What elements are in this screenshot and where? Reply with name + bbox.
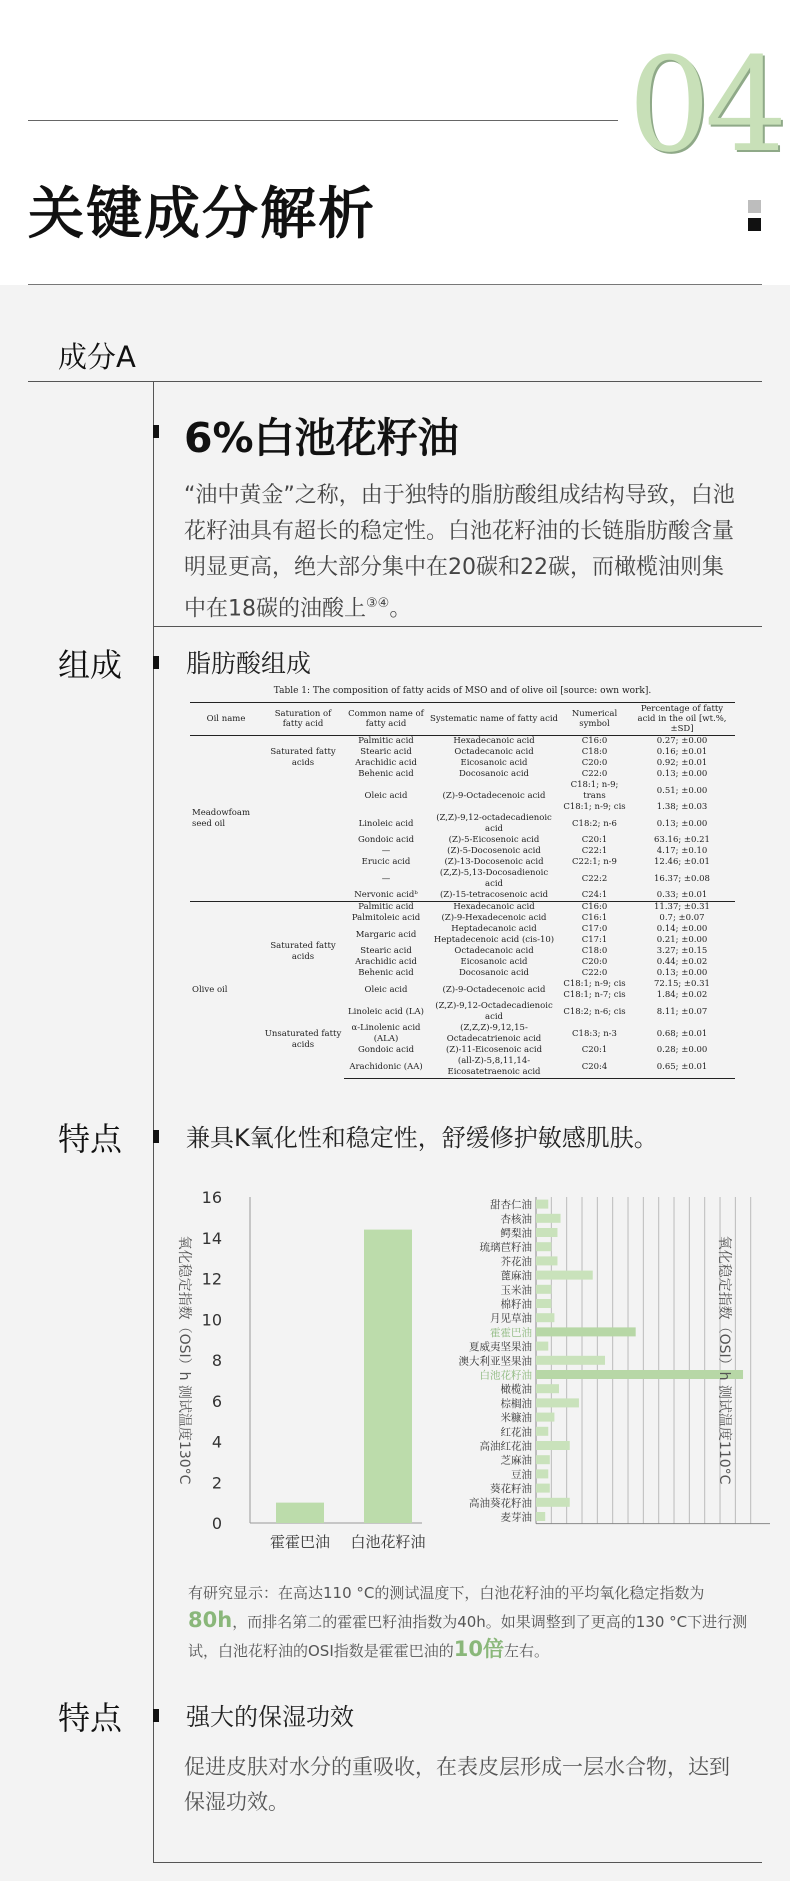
percentage-cell: 8.11; ±0.07 [656, 1006, 708, 1017]
numerical-symbol-cell: C18:1; n-9; trans [570, 780, 619, 801]
page-title: 关键成分解析 [28, 182, 376, 247]
table-header-cell: Percentage of fatty acid in the oil [wt.%, ±SD] [629, 703, 735, 736]
percentage-cell: 11.37; ±0.31 [629, 902, 735, 914]
category-label: 芝麻油 [500, 1454, 532, 1467]
composition-heading: 脂肪酸组成 [186, 649, 312, 678]
table-row [190, 902, 735, 914]
bar [536, 1342, 548, 1351]
bar [536, 1484, 550, 1493]
y-tick-label: 6 [211, 1391, 222, 1411]
category-label: 橄榄油 [500, 1383, 532, 1396]
numerical-symbol-cell: C24:1 [581, 890, 608, 900]
common-name-cell: Stearic acid [360, 946, 412, 956]
table-header-cell: Common name of fatty acid [344, 703, 428, 736]
percentage-cell: 1.38; ±0.03 [656, 802, 708, 812]
category-label: 鳄梨油 [500, 1227, 532, 1240]
header-bottom-rule [28, 284, 762, 285]
y-tick-label: 14 [201, 1228, 222, 1248]
bar [536, 1313, 554, 1322]
numerical-symbol-cell: C18:2; n-6; cis [563, 1006, 626, 1017]
bar [276, 1503, 324, 1523]
bar [536, 1370, 743, 1379]
common-name-cell: Palmitic acid [358, 736, 414, 746]
common-name-cell: Linoleic acid (LA) [348, 1006, 424, 1017]
percentage-cell: 0.7; ±0.07 [659, 913, 705, 923]
bar [536, 1214, 561, 1223]
common-name-cell: Nervonic acidᵇ [354, 890, 418, 900]
saturation-cell: Unsaturated fatty acids [264, 1028, 342, 1050]
systematic-name-cell: (Z)-5-Eicosenoic acid [448, 835, 540, 845]
bar [364, 1230, 412, 1523]
percentage-cell: 0.44; ±0.02 [656, 957, 708, 967]
systematic-name-cell: (Z)-5-Docosenoic acid [447, 846, 541, 856]
numerical-symbol-cell: C18:0 [581, 747, 608, 757]
osi-charts [160, 1180, 770, 1560]
note-text: 左右。 [504, 1642, 550, 1660]
feature2-text: 促进皮肤对水分的重吸收，在表皮层形成一层水合物，达到保湿功效。 [184, 1755, 730, 1814]
research-note [188, 1580, 748, 1665]
percentage-cell: 0.92; ±0.01 [656, 758, 708, 768]
bar [536, 1384, 559, 1393]
common-name-cell: Stearic acid [360, 747, 412, 757]
bar [536, 1228, 557, 1237]
bar [536, 1441, 570, 1450]
numerical-symbol-cell: C20:0 [581, 758, 608, 768]
numerical-symbol-cell: C17:1 [581, 935, 608, 945]
category-label: 棉籽油 [500, 1298, 532, 1311]
bar [536, 1455, 550, 1464]
common-name-cell: — [381, 846, 391, 856]
systematic-name-cell: Docosanoic acid [458, 968, 529, 978]
common-name-cell: Erucic acid [361, 857, 411, 867]
bar [536, 1498, 570, 1507]
numerical-symbol-cell: C22:1; n-9 [572, 857, 617, 867]
systematic-name-cell: Heptadecanoic acid [451, 924, 537, 934]
feature-heading: 兼具K氧化性和稳定性，舒缓修护敏感肌肤。 [186, 1124, 658, 1152]
intro-rule [153, 626, 762, 627]
percentage-cell: 0.13; ±0.00 [656, 968, 708, 978]
systematic-name-cell: Heptadecenoic acid (cis-10) [433, 935, 555, 945]
common-name-cell: α-Linolenic acid (ALA) [351, 1023, 421, 1044]
y-tick-label: 16 [201, 1188, 222, 1207]
percentage-cell: 1.84; ±0.02 [656, 990, 708, 1000]
common-name-cell: Margaric acid [355, 929, 417, 940]
numerical-symbol-cell: C20:1 [581, 835, 608, 845]
intro-text: “油中黄金”之称，由于独特的脂肪酸组成结构导致，白池花籽油具有超长的稳定性。白池花籽油的长链脂肪酸含量明显更高，绝大部分集中在20碳和22碳，而橄榄油则集中在18碳的油酸上 [184, 483, 735, 622]
category-label: 豆油 [511, 1468, 532, 1481]
oil-name-cell: Meadowfoam seed oil [192, 807, 251, 829]
table-header-row [190, 703, 735, 736]
systematic-name-cell: Octadecanoic acid [454, 747, 534, 757]
bar [536, 1356, 605, 1365]
systematic-name-cell: (Z)-9-Octadecenoic acid [442, 791, 546, 801]
common-name-cell: Linoleic acid [358, 818, 414, 829]
deco-square-dark [748, 218, 761, 231]
systematic-name-cell: (Z)-9-Octadecenoic acid [442, 984, 546, 995]
bar [536, 1427, 548, 1436]
numerical-symbol-cell: C18:1; n-7; cis [563, 990, 626, 1000]
percentage-cell: 72.15; ±0.31 [654, 979, 710, 989]
percentage-cell: 0.27; ±0.00 [656, 736, 708, 746]
note-highlight-80h: 80h [188, 1608, 233, 1632]
percentage-cell: 0.16; ±0.01 [656, 747, 708, 757]
deco-square-light [748, 200, 761, 213]
category-label: 夏威夷坚果油 [469, 1341, 532, 1354]
bar [536, 1512, 545, 1521]
category-label: 芥花油 [500, 1255, 532, 1268]
intro-paragraph [184, 478, 744, 627]
bullet-marker [153, 1130, 159, 1143]
systematic-name-cell: Hexadecanoic acid [428, 902, 560, 914]
note-text: 有研究显示：在高达110 °C的测试温度下，白池花籽油的平均氧化稳定指数为 [188, 1584, 705, 1602]
table-header-cell: Numerical symbol [560, 703, 629, 736]
common-name-cell: Gondoic acid [357, 1045, 415, 1055]
percentage-cell: 0.13; ±0.00 [656, 818, 708, 829]
bar [536, 1469, 548, 1478]
bullet-marker [153, 656, 159, 669]
y-tick-label: 10 [201, 1310, 222, 1330]
osi-chart-110 [459, 1197, 771, 1524]
y-tick-label: 4 [211, 1432, 222, 1452]
x-tick-label: 霍霍巴油 [269, 1533, 331, 1551]
common-name-cell: Behenic acid [358, 769, 414, 779]
numerical-symbol-cell: C16:0 [581, 736, 608, 746]
common-name-cell: Arachidonic (AA) [344, 1056, 428, 1079]
y-axis-label: 氧化稳定指数（OSI）h 测试温度130°C [176, 1235, 192, 1485]
note-highlight-10x: 10倍 [453, 1637, 504, 1661]
category-label: 红花油 [500, 1426, 532, 1439]
numerical-symbol-cell: C18:1; n-9; cis [563, 802, 626, 812]
systematic-name-cell: Hexadecanoic acid [453, 736, 535, 746]
category-label: 高油葵花籽油 [469, 1497, 532, 1510]
category-label: 玉米油 [500, 1284, 532, 1297]
numerical-symbol-cell: C18:0 [581, 946, 608, 956]
table-header-cell: Oil name [190, 703, 262, 736]
x-tick-label: 白池花籽油 [350, 1533, 426, 1551]
numerical-symbol-cell: C16:0 [560, 902, 629, 914]
common-name-cell: Palmitoleic acid [351, 913, 421, 923]
y-axis-label: 氧化稳定指数（OSI）h 测试温度110°C [716, 1235, 732, 1485]
oil-name-cell: Olive oil [190, 902, 262, 1079]
percentage-cell: 0.65; ±0.01 [629, 1056, 735, 1079]
percentage-cell: 0.21; ±0.00 [656, 935, 708, 945]
percentage-cell: 63.16; ±0.21 [654, 835, 710, 845]
common-name-cell: Arachidic acid [355, 758, 417, 768]
percentage-cell: 0.51; ±0.00 [656, 785, 708, 796]
table-header-cell: Saturation of fatty acid [262, 703, 344, 736]
osi-chart-130 [176, 1188, 426, 1551]
systematic-name-cell: Eicosanoic acid [460, 957, 528, 967]
systematic-name-cell: Eicosanoic acid [460, 758, 528, 768]
header-rule [28, 120, 618, 121]
systematic-name-cell: Docosanoic acid [458, 769, 529, 779]
ingredient-rule [28, 381, 762, 382]
ingredient-heading: 成分A [58, 340, 136, 374]
saturation-cell: Saturated fatty acids [270, 747, 336, 768]
table-caption: Table 1: The composition of fatty acids of MSO and of olive oil [source: own work]. [273, 686, 652, 696]
common-name-cell: — [381, 873, 391, 884]
bar [536, 1242, 551, 1251]
bar [536, 1256, 557, 1265]
category-label: 月见草油 [490, 1312, 532, 1325]
systematic-name-cell: (Z,Z)-5,13-Docosadienoic acid [439, 868, 549, 889]
composition-label: 组成 [58, 646, 123, 684]
common-name-cell: Oleic acid [364, 791, 408, 801]
saturation-cell [262, 780, 344, 902]
percentage-cell: 12.46; ±0.01 [654, 857, 710, 867]
systematic-name-cell: Octadecanoic acid [454, 946, 534, 956]
systematic-name-cell: (Z)-9-Hexadecenoic acid [441, 913, 547, 923]
category-label: 麦芽油 [500, 1511, 532, 1524]
category-label: 葵花籽油 [490, 1483, 532, 1496]
numerical-symbol-cell: C18:2; n-6 [572, 818, 617, 829]
numerical-symbol-cell: C22:0 [581, 968, 608, 978]
content-bottom-rule [153, 1862, 762, 1863]
numerical-symbol-cell: C18:3; n-3 [572, 1028, 617, 1039]
feature2-heading: 强大的保湿功效 [186, 1703, 354, 1731]
percentage-cell: 0.33; ±0.01 [656, 890, 708, 900]
bar [536, 1413, 554, 1422]
table-row [190, 780, 735, 802]
category-label: 霍霍巴油 [490, 1326, 532, 1339]
percentage-cell: 0.14; ±0.00 [656, 924, 708, 934]
systematic-name-cell: (Z,Z,Z)-9,12,15-Octadecatrienoic acid [446, 1023, 542, 1044]
numerical-symbol-cell: C20:4 [560, 1056, 629, 1079]
intro-refs: ③④ [366, 596, 390, 611]
bar [536, 1398, 579, 1407]
feature-label: 特点 [58, 1699, 123, 1737]
intro-end: 。 [389, 596, 412, 622]
numerical-symbol-cell: C22:2 [581, 873, 608, 884]
bar [536, 1327, 636, 1336]
fatty-acid-table [190, 702, 735, 1079]
y-tick-label: 2 [211, 1473, 222, 1493]
common-name-cell: Gondoic acid [357, 835, 415, 845]
common-name-cell: Palmitic acid [344, 902, 428, 914]
y-tick-label: 0 [211, 1514, 222, 1533]
systematic-name-cell: (all-Z)-5,8,11,14-Eicosatetraenoic acid [428, 1056, 560, 1079]
systematic-name-cell: (Z)-13-Docosenoic acid [444, 857, 544, 867]
systematic-name-cell: (Z)-15-tetracosenoic acid [439, 890, 549, 900]
category-label: 高油红花油 [479, 1440, 532, 1453]
numerical-symbol-cell: C18:1; n-9; cis [563, 979, 626, 989]
numerical-symbol-cell: C22:1 [581, 846, 608, 856]
percentage-cell: 4.17; ±0.10 [656, 846, 708, 856]
ingredient-name: 6%白池花籽油 [184, 414, 459, 462]
numerical-symbol-cell: C22:0 [581, 769, 608, 779]
category-label: 棕榈油 [500, 1397, 532, 1410]
category-label: 白池花籽油 [479, 1369, 532, 1382]
numerical-symbol-cell: C20:1 [581, 1045, 608, 1055]
saturation-cell: Saturated fatty acids [262, 902, 344, 1002]
bullet-marker [153, 425, 159, 438]
percentage-cell: 16.37; ±0.08 [654, 873, 710, 884]
numerical-symbol-cell: C20:0 [581, 957, 608, 967]
systematic-name-cell: (Z)-11-Eicosenoic acid [445, 1045, 543, 1055]
percentage-cell: 0.28; ±0.00 [656, 1045, 708, 1055]
bar [536, 1271, 593, 1280]
table-row [190, 736, 735, 748]
section-number: 04 [628, 29, 782, 181]
table-body [190, 736, 735, 1079]
common-name-cell: Behenic acid [358, 968, 414, 978]
percentage-cell: 0.13; ±0.00 [656, 769, 708, 779]
table-row [190, 1001, 735, 1023]
category-label: 琉璃苣籽油 [479, 1241, 532, 1254]
note-text: ，而排名第二的霍霍巴籽油指数为40h。如果调整到了更高的130 °C下进行测试，白池花籽油的OSI指数是霍霍巴油的 [188, 1613, 748, 1660]
category-label: 甜杏仁油 [490, 1199, 532, 1212]
systematic-name-cell: (Z,Z)-9,12-octadecadienoic acid [436, 813, 552, 834]
percentage-cell: 3.27; ±0.15 [656, 946, 708, 956]
table-header-cell: Systematic name of fatty acid [428, 703, 560, 736]
common-name-cell: Oleic acid [364, 984, 408, 995]
percentage-cell: 0.68; ±0.01 [656, 1028, 708, 1039]
y-tick-label: 8 [211, 1351, 222, 1370]
numerical-symbol-cell: C17:0 [581, 924, 608, 934]
bar [536, 1299, 551, 1308]
category-label: 澳大利亚坚果油 [458, 1355, 532, 1368]
bullet-marker [153, 1709, 159, 1722]
systematic-name-cell: (Z,Z)-9,12-Octadecadienoic acid [435, 1001, 553, 1022]
category-label: 米糠油 [500, 1412, 532, 1425]
common-name-cell: Arachidic acid [355, 957, 417, 967]
category-label: 蓖麻油 [500, 1270, 532, 1283]
bar [536, 1200, 548, 1209]
numerical-symbol-cell: C16:1 [581, 913, 608, 923]
bar [536, 1285, 551, 1294]
y-tick-label: 12 [201, 1269, 222, 1289]
feature-label: 特点 [58, 1120, 123, 1158]
category-label: 杏核油 [500, 1213, 532, 1226]
content-vertical-rule [153, 381, 154, 1863]
